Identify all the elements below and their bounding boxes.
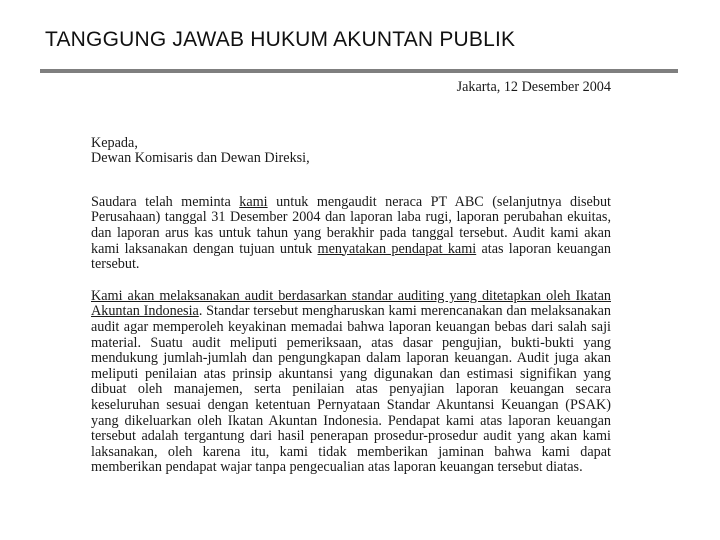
salutation-line-1: Kepada, (91, 134, 138, 151)
p2-underlined-standards: Kami akan melaksanakan audit berdasarkan standar auditing yang ditetapkan oleh Ikatan Akuntan Indonesia (91, 287, 611, 320)
letter-paragraph-1 (91, 195, 611, 273)
title-divider (40, 69, 678, 73)
p1-text-a: Saudara telah meminta (91, 193, 240, 210)
p1-underlined-kami: kami (239, 193, 268, 210)
letter-salutation (91, 136, 611, 167)
p1-text-b: untuk mengaudit neraca PT ABC (selanjutnya disebut Perusahaan) tanggal 31 Desember 2004 dan laporan laba rugi, laporan perubahan ekuitas, dan laporan arus kas untuk tahun yang berakhir pada tanggal tersebut. Audit kami akan kami laksanakan dengan tujuan untuk (91, 193, 611, 257)
p1-text-c: atas laporan keuangan tersebut. (91, 240, 611, 273)
letter-paragraph-2 (91, 289, 611, 476)
slide-title: TANGGUNG JAWAB HUKUM AKUNTAN PUBLIK (45, 28, 516, 51)
engagement-letter (91, 80, 611, 476)
p2-text-rest: . Standar tersebut mengharuskan kami merencanakan dan melaksanakan audit agar memperoleh keyakinan memadai bahwa laporan keuangan bebas dari salah saji material. Suatu audit meliputi pemeriksaan, atas dasar pengujian, bukti-bukti yang mendukung jumlah-jumlah dan pengungkapan dalam laporan keuangan. Audit juga akan meliputi penilaian atas prinsip akuntansi yang digunakan dan estimasi signifikan yang dibuat oleh manajemen, serta penilaian atas penyajian laporan keuangan secara keseluruhan sesuai dengan ketentuan Pernyataan Standar Akuntansi Keuangan (PSAK) yang dikeluarkan oleh Ikatan Akuntan Indonesia. Pendapat kami atas laporan keuangan tersebut adalah tergantung dari hasil penerapan prosedur-prosedur audit yang akan kami laksanakan, oleh karena itu, kami tidak memberikan jaminan bahwa kami dapat memberikan pendapat wajar tanpa pengecualian atas laporan keuangan tersebut diatas. (91, 303, 611, 476)
p1-underlined-opinion: menyatakan pendapat kami (317, 240, 477, 257)
letter-date: Jakarta, 12 Desember 2004 (456, 79, 611, 95)
salutation-line-2: Dewan Komisaris dan Dewan Direksi, (91, 150, 310, 167)
